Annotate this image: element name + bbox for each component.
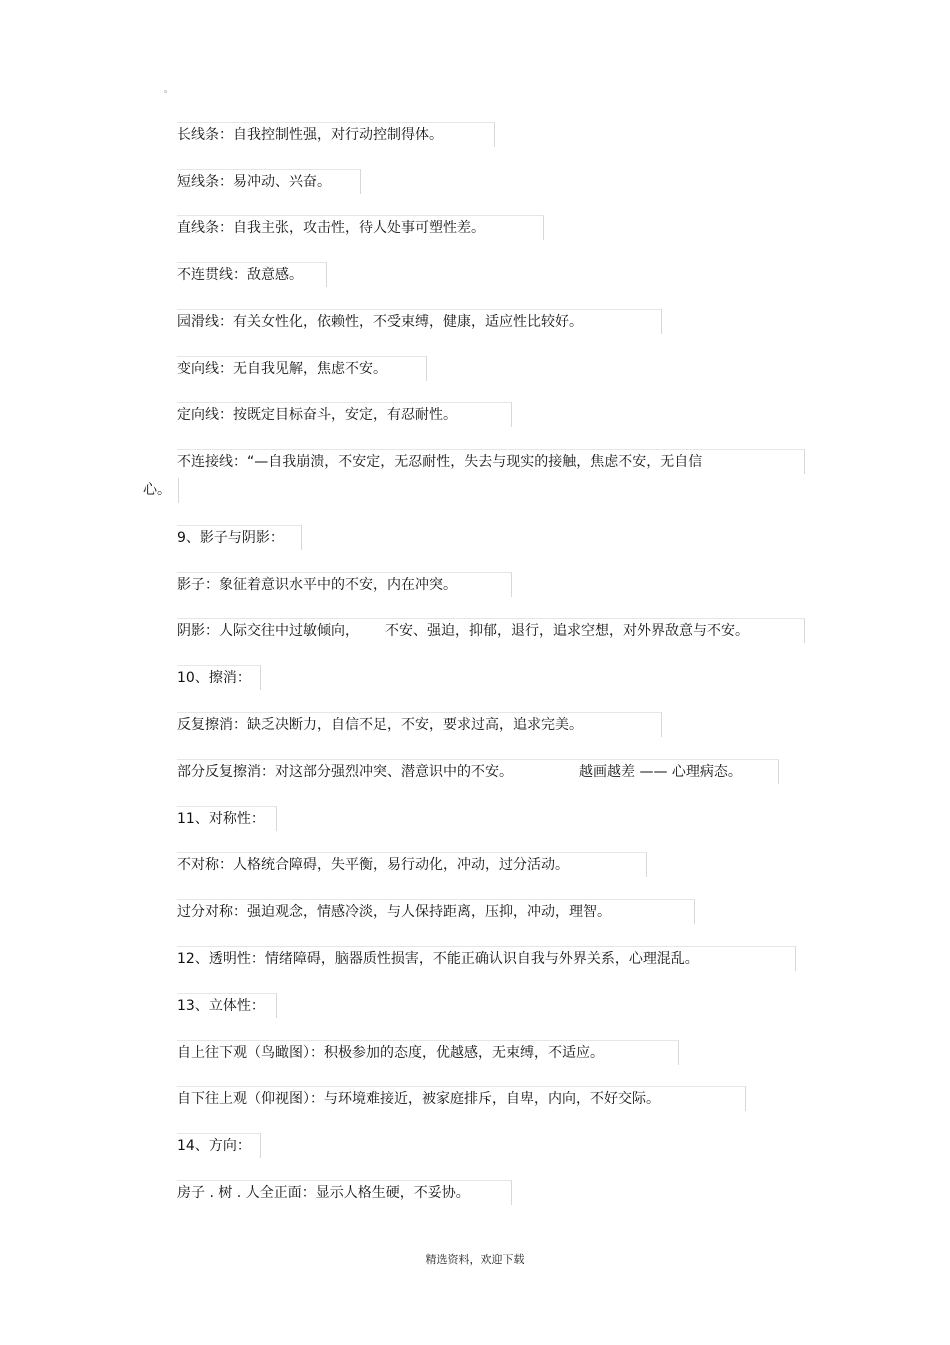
text-line: 过分对称：强迫观念，情感冷淡，与人保持距离，压抑，冲动，理智。 [177,899,695,924]
text-line: 影子：象征着意识水平中的不安，内在冲突。 [177,572,512,597]
text-line: 反复擦消：缺乏决断力，自信不足，不安，要求过高，追求完美。 [177,712,662,737]
corner-mark: 。 [164,85,174,95]
text-line: 不连贯线：敌意感。 [177,262,327,287]
section-heading: 9、影子与阴影： [177,525,302,550]
text-line: 自下往上观（仰视图）：与环境难接近，被家庭排斥，自卑，内向，不好交际。 [177,1086,746,1111]
text-segment: 不安、强迫，抑郁，退行，追求空想，对外界敌意与不安。 [385,623,749,639]
text-segment: 越画越差 —— 心理病态。 [579,764,742,780]
page-footer: 精选资料，欢迎下载 [425,1253,525,1266]
text-line: 自上往下观（鸟瞰图）：积极参加的态度，优越感，无束缚，不适应。 [177,1040,679,1065]
text-line-continuation: 心。 [143,478,179,503]
text-line [177,618,805,643]
text-line: 不连接线：“—自我崩溃，不安定，无忍耐性，失去与现实的接触，焦虑不安，无自信 [177,449,805,474]
section-heading: 10、擦消： [177,665,261,690]
text-line: 长线条：自我控制性强，对行动控制得体。 [177,122,495,147]
text-segment: 部分反复擦消：对这部分强烈冲突、潜意识中的不安。 [177,764,513,780]
text-line [177,759,779,784]
text-line: 定向线：按既定目标奋斗，安定，有忍耐性。 [177,402,512,427]
text-line: 12、透明性：情绪障碍，脑器质性损害，不能正确认识自我与外界关系，心理混乱。 [177,946,796,971]
section-heading: 11、对称性： [177,806,277,831]
text-line: 园滑线：有关女性化，依赖性，不受束缚，健康，适应性比较好。 [177,309,662,334]
text-line: 直线条：自我主张，攻击性，待人处事可塑性差。 [177,215,544,240]
text-line: 不对称：人格统合障碍，失平衡，易行动化，冲动，过分活动。 [177,852,647,877]
text-segment: 阴影：人际交往中过敏倾向， [177,623,359,639]
text-line: 短线条：易冲动、兴奋。 [177,169,361,194]
text-line: 变向线：无自我见解，焦虑不安。 [177,356,427,381]
section-heading: 13、立体性： [177,993,277,1018]
text-line: 房子 . 树 . 人全正面：显示人格生硬，不妥协。 [177,1180,512,1205]
section-heading: 14、方向： [177,1133,261,1158]
